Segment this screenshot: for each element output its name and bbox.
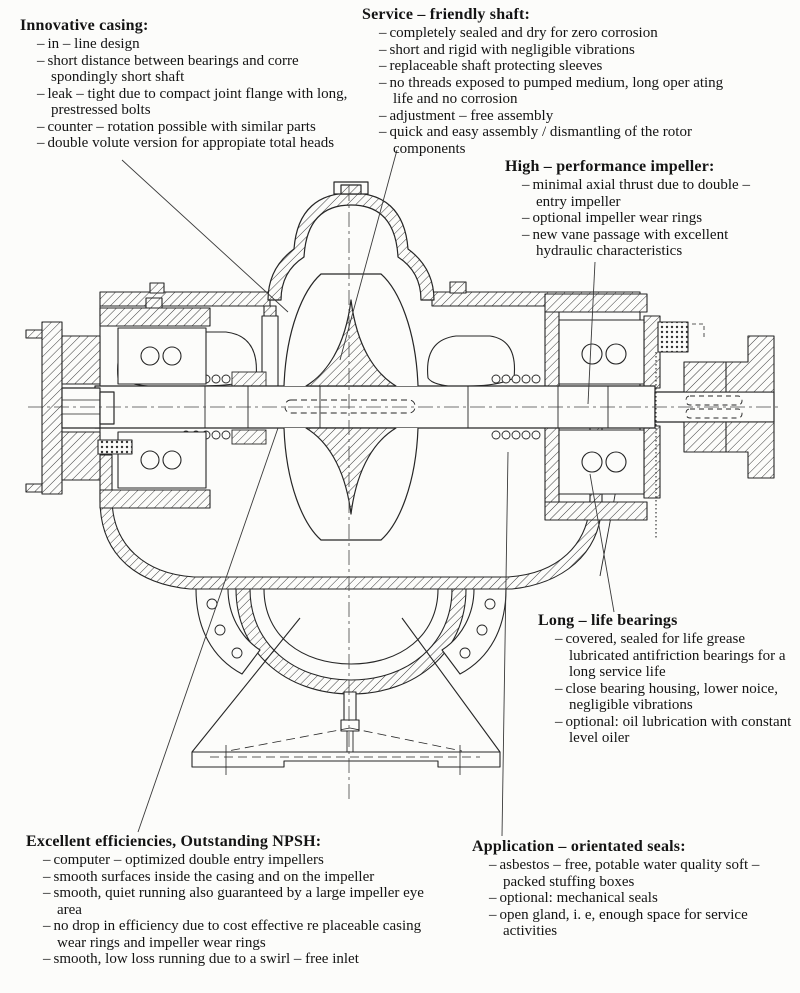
- bullet-dash: –: [522, 226, 530, 243]
- feature-item: [43, 918, 430, 951]
- feature-item-text: smooth surfaces inside the casing and on the impeller: [53, 868, 375, 885]
- feature-item: [43, 885, 430, 918]
- feature-item-text: counter – rotation possible with similar parts: [47, 118, 316, 135]
- feature-item-text: asbestos – free, potable water quality soft – packed stuffing boxes: [499, 857, 760, 890]
- bullet-dash: –: [522, 210, 530, 226]
- block-items: [20, 36, 358, 152]
- bullet-dash: –: [37, 36, 45, 52]
- block-items: [538, 631, 800, 747]
- bullet-dash: –: [43, 885, 51, 901]
- feature-item-text: smooth, quiet running also guaranteed by a large impeller eye area: [53, 885, 424, 918]
- feature-item-text: computer – optimized double entry impellers: [53, 852, 324, 868]
- feature-item: [555, 631, 800, 681]
- feature-item-text: new vane passage with excellent hydraulic characteristics: [532, 226, 729, 259]
- bullet-dash: –: [37, 118, 45, 135]
- bullet-dash: –: [37, 52, 45, 69]
- feature-item: [379, 42, 742, 59]
- bullet-dash: –: [379, 25, 387, 41]
- bullet-dash: –: [489, 890, 497, 906]
- block-title: High – performance impeller:: [505, 158, 715, 175]
- bullet-dash: –: [379, 58, 387, 74]
- feature-item-text: completely sealed and dry for zero corrosion: [389, 25, 658, 41]
- leader-seals: [502, 452, 508, 836]
- feature-item: [37, 135, 358, 152]
- feature-item-text: leak – tight due to compact joint flange with long, prestressed bolts: [47, 85, 348, 118]
- bullet-dash: –: [555, 713, 563, 730]
- feature-item: [379, 75, 742, 108]
- feature-item-text: optional: mechanical seals: [499, 890, 658, 906]
- feature-item: [37, 119, 358, 136]
- block-title: Excellent efficiencies, Outstanding NPSH:: [26, 833, 322, 850]
- feature-item: [522, 227, 751, 260]
- feature-item: [555, 681, 800, 714]
- bullet-dash: –: [489, 906, 497, 923]
- feature-item: [43, 852, 430, 869]
- feature-item-text: no drop in efficiency due to cost effective re placeable casing wear rings and impeller wear rings: [53, 918, 422, 951]
- feature-item: [522, 210, 751, 227]
- feature-block-service-friendly-shaft: [362, 6, 742, 157]
- bullet-dash: –: [379, 107, 387, 124]
- block-title: Long – life bearings: [538, 612, 678, 629]
- shaft-nut: [62, 388, 100, 428]
- block-items: [26, 852, 430, 968]
- feature-item-text: short and rigid with negligible vibrations: [389, 41, 635, 58]
- feature-item-text: optional impeller wear rings: [532, 210, 703, 226]
- leader-innovative-casing: [122, 160, 288, 312]
- feature-item: [489, 857, 774, 890]
- feature-item: [37, 36, 358, 53]
- feature-item: [379, 58, 742, 75]
- bullet-dash: –: [379, 74, 387, 91]
- block-title: Innovative casing:: [20, 17, 149, 34]
- feature-item: [489, 890, 774, 907]
- feature-item-text: no threads exposed to pumped medium, long oper ating life and no corrosion: [389, 74, 724, 107]
- feature-item-text: double volute version for appropiate total heads: [47, 135, 335, 151]
- bullet-dash: –: [43, 918, 51, 934]
- feature-item: [37, 86, 358, 119]
- bullet-dash: –: [37, 135, 45, 151]
- shaft-coupling: [656, 322, 774, 540]
- feature-item: [379, 124, 742, 157]
- feature-item: [522, 177, 751, 210]
- feature-item-text: open gland, i. e, enough space for service activities: [499, 906, 748, 939]
- feature-item: [43, 951, 430, 968]
- feature-item-text: covered, sealed for life grease lubricated antifriction bearings for a long service life: [565, 631, 786, 680]
- feature-item: [555, 714, 800, 747]
- bullet-dash: –: [379, 41, 387, 58]
- suction-bell: [196, 589, 506, 694]
- block-title: Service – friendly shaft:: [362, 6, 531, 23]
- feature-item: [489, 907, 774, 940]
- feature-item-text: minimal axial thrust due to double – entry impeller: [532, 177, 750, 210]
- bullet-dash: –: [522, 177, 530, 193]
- bullet-dash: –: [489, 857, 497, 873]
- feature-item-text: smooth, low loss running due to a swirl – free inlet: [53, 951, 359, 967]
- feature-item: [43, 869, 430, 886]
- block-items: [505, 177, 751, 260]
- bullet-dash: –: [43, 852, 51, 868]
- bullet-dash: –: [379, 124, 387, 140]
- bullet-dash: –: [555, 631, 563, 647]
- block-items: [472, 857, 774, 940]
- block-title: Application – orientated seals:: [472, 838, 686, 855]
- feature-item-text: replaceable shaft protecting sleeves: [389, 58, 603, 74]
- feature-item-text: optional: oil lubrication with constant level oiler: [565, 713, 792, 746]
- bullet-dash: –: [43, 868, 51, 885]
- feature-item-text: adjustment – free assembly: [389, 107, 554, 124]
- feature-item: [379, 108, 742, 125]
- feature-block-innovative-casing: [20, 17, 358, 152]
- bullet-dash: –: [43, 951, 51, 967]
- feature-block-excellent-efficiencies: [26, 833, 430, 968]
- feature-item: [37, 53, 358, 86]
- bullet-dash: –: [555, 680, 563, 697]
- block-items: [362, 25, 742, 157]
- feature-item-text: close bearing housing, lower noice, negligible vibrations: [565, 680, 778, 713]
- feature-block-high-performance-impeller: [505, 158, 751, 260]
- bullet-dash: –: [37, 85, 45, 102]
- feature-block-long-life-bearings: [538, 612, 800, 747]
- feature-item: [379, 25, 742, 42]
- feature-block-application-orientated-seals: [472, 838, 774, 940]
- feature-item-text: in – line design: [47, 36, 140, 52]
- feature-item-text: quick and easy assembly / dismantling of the rotor components: [389, 124, 692, 157]
- feature-item-text: short distance between bearings and corre spondingly short shaft: [47, 52, 299, 85]
